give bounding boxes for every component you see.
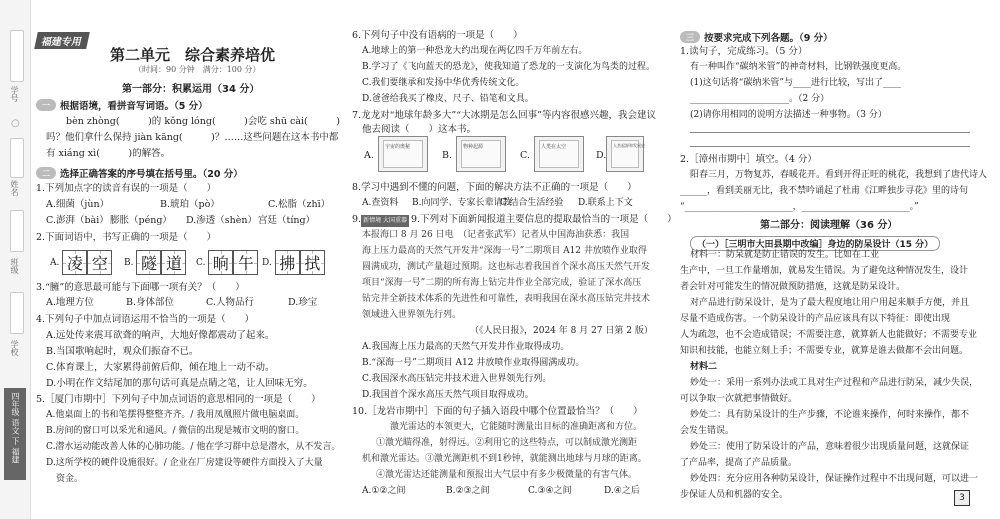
book-label-bar <box>4 388 26 480</box>
book-title-a: 宇宙的奥秘 <box>385 144 411 150</box>
q9-tag: 新情境 大国重器 <box>361 215 409 227</box>
section-3-title: 按要求完成下列各题。（9 分） <box>704 33 833 44</box>
q10-para2: 机和激光雷达。③激光测距机不到1秒钟，就能测出地球与月球的距离。 <box>362 454 647 464</box>
section-1-number: 一 <box>36 99 56 111</box>
q2-option-d: D. 拂 拭 <box>262 250 325 275</box>
student-number-box[interactable] <box>10 30 24 82</box>
book-cover-d <box>606 136 644 172</box>
q1-option-d2: 宫廷（tíng） <box>258 215 316 226</box>
q1-option-c2: C.澎湃（bài） <box>46 215 109 226</box>
label-name: 姓名 <box>10 180 19 196</box>
q10: 10.［龙岩市期中］下面的句子插入语段中哪个位置最恰当？（ ） <box>352 406 643 417</box>
q5-option-d-cont: 资金。 <box>56 474 84 484</box>
q10-option-a: A.①②之间 <box>362 486 406 496</box>
book-title-d: 人类起源和发展史 <box>613 143 645 148</box>
q5-option-b: B.房间的窗口可以采光和通风。/ 微信的出现是城市文明的窗口。 <box>46 426 305 436</box>
char-cell: 道 <box>161 250 186 275</box>
material2-line2: 可以争取一次就把事情做好。 <box>680 394 798 404</box>
q7: 7.龙龙对“地球年龄多大”“大冰期是怎么回事”等内容很感兴趣，我会建议 <box>352 110 656 121</box>
book-title-c: 人类在太空 <box>541 144 567 150</box>
q8-option-c: C.结合生活经验 <box>500 198 564 208</box>
material1-line6: 人为疏忽，也不会造成错误；不需要注意，就算新人也能做好；不需要专业 <box>680 330 978 340</box>
material2-line8: 步保证人员和机器的安全。 <box>680 490 789 500</box>
material1-line1: 材料一：防呆就是防止错误的发生。比如在工业 <box>690 250 880 260</box>
binding-margin <box>0 0 31 519</box>
q4-option-c: C.体育课上，大家累得前俯后仰，倾在地上一动不动。 <box>46 362 275 373</box>
char-cell: 拂 <box>275 250 300 275</box>
news-line3: 圆满成功，测试产量超过预期。这也标志着我国首个深水高压天然气开发 <box>362 262 651 272</box>
label-class: 班级 <box>10 258 19 274</box>
q1: 1.下列加点字的读音有误的一项是（ ） <box>36 183 217 194</box>
q3-option-a: A.地理方位 <box>46 297 94 308</box>
book-cover-c <box>534 136 584 172</box>
time-score: （时间：90 分钟 满分：100 分） <box>134 65 261 74</box>
q1-option-b: B.琥珀（pò） <box>160 199 220 210</box>
q4-option-d: D.小明在作文结尾加的那句话可真是点睛之笔，让人回味无穷。 <box>46 378 313 389</box>
class-box[interactable] <box>10 210 24 252</box>
q5-option-a: A.他桌面上的书和笔摆得整整齐齐。/ 我用凤凰照片做电脑桌面。 <box>46 410 305 420</box>
q10-option-d: D.④之后 <box>604 486 640 496</box>
q9-option-a: A.我国海上压力最高的天然气开发井作业取得成功。 <box>362 342 570 352</box>
q6-option-b: B.学习了《飞向蓝天的恐龙》，使我知道了恐龙的一支演化为鸟类的过程。 <box>362 62 655 72</box>
name-box[interactable] <box>10 138 24 178</box>
q10-insert: 激光雷达的本领更大，它能随时测量出目标的准确距离和方位。 <box>390 422 643 432</box>
q9-option-c: C.我国深水高压钻完井技术进入世界领先行列。 <box>362 374 552 384</box>
q6: 6.下列句子中没有语病的一项是（ ） <box>352 30 523 41</box>
s1-line1: bèn zhòng( )的 kǒng lóng( )会吃 shū cài( ) <box>66 116 340 127</box>
q9 <box>352 214 677 227</box>
q10-option-c: C.③④之间 <box>528 486 572 496</box>
char-cell: 晌 <box>208 250 233 275</box>
book-title-b: 物种起源 <box>463 144 484 150</box>
answer-line <box>690 132 970 133</box>
news-line4: 项目“深海一号”二期的所有海上钻完井作业全部完成，验证了深水高压 <box>362 278 642 288</box>
q2-option-a: A. 凌 空 <box>50 250 112 275</box>
r-q1-part1-cont: ______________________。（2 分） <box>690 94 830 104</box>
material2-line6: 了产品率，提高了产品质量。 <box>680 458 798 468</box>
material1-line3: 者会针对可能发生的情况做预防措施，这就是防呆设计。 <box>680 282 906 292</box>
char-cell: 拭 <box>300 250 325 275</box>
section-2-heading <box>36 166 243 180</box>
q4-option-b: B.当国歌响起时，观众们振奋不已。 <box>46 346 199 357</box>
q7-cont: 他去阅读（ ）这本书。 <box>362 124 477 135</box>
q1-option-d: D.渗透（shèn） <box>186 215 258 226</box>
q4-option-a: A.远处传来震耳欲聋的响声，大地好像都震动了起来。 <box>46 330 275 341</box>
q3-option-c: C.人物品行 <box>206 297 254 308</box>
book-b-label: B. <box>442 150 453 161</box>
book-cover-b <box>456 136 506 172</box>
q9-text: 9.下列对下面新闻报道主要信息的提取最恰当的一项是（ ） <box>411 214 677 225</box>
q9-option-d: D.我国首个深水高压天然气项目取得成功。 <box>362 390 534 400</box>
news-line1: 本报海口 8 月 26 日电 （记者张武军）记者从中国海油获悉：我国 <box>362 230 630 240</box>
label-school: 学校 <box>10 340 19 356</box>
part2-heading: 第二部分：阅读理解（36 分） <box>760 220 898 231</box>
school-box[interactable] <box>10 292 24 334</box>
q4: 4.下列句子中加点词语运用不恰当的一项是（ ） <box>36 314 255 325</box>
r-q2-line3: “________________________，________________________。” <box>680 202 919 212</box>
q3-option-d: D.珍宝 <box>288 297 318 308</box>
q5: 5.［厦门市期中］下列句子中加点词语的意思相同的一项是（ ） <box>36 394 321 405</box>
book-cover-a <box>378 136 428 172</box>
s1-line2: 吗？他们拿什么保持 jiàn kāng( )？……这些问题在这本书中都 <box>46 132 339 143</box>
page-number: 3 <box>954 490 970 506</box>
q8: 8.学习中遇到不懂的问题，下面的解决方法不正确的一项是（ ） <box>352 182 637 193</box>
q2-option-c: C. 晌 午 <box>196 250 258 275</box>
s1-line3: 有 xiáng xì( )的解答。 <box>46 148 171 159</box>
cut-line-dot: ○ <box>11 118 20 129</box>
material2-line4: 会发生错误。 <box>680 426 735 436</box>
section-1-heading <box>36 98 208 112</box>
q9-option-b: B.“深海一号”二期项目 A12 井放喷作业取得圆满成功。 <box>362 358 585 368</box>
q9-num: 9. <box>352 214 362 225</box>
char-cell: 午 <box>233 250 258 275</box>
book-c-label: C. <box>520 150 530 161</box>
news-source: （《人民日报》，2024 年 8 月 27 日第 2 版） <box>470 326 653 336</box>
q1-option-a: A.细菌（jùn） <box>46 199 110 210</box>
news-line6: 领域进入世界领先行列。 <box>362 310 462 320</box>
book-d-label: D. <box>596 150 607 161</box>
q3: 3.“臃”的意思最可能与下面哪一项有关？（ ） <box>36 282 245 293</box>
news-line5: 钻完井全新技术体系的先进性和可靠性，表明我国在深水高压钻完井技术 <box>362 294 651 304</box>
answer-line <box>690 146 970 147</box>
q10-option-b: B.②③之间 <box>446 486 490 496</box>
edition-tag: 福建专用 <box>34 32 90 49</box>
q8-option-a: A.查资料 <box>362 198 399 208</box>
q2-option-b: B. 隧 道 <box>124 250 186 275</box>
section-1-title: 根据语境，看拼音写词语。（5 分） <box>60 101 208 112</box>
q6-option-d: D.爸爸给我买了橡皮、尺子、铅笔和文具。 <box>362 94 534 104</box>
label-student-number: 学号 <box>10 86 19 102</box>
news-line2: 海上压力最高的天然气开发井“深海一号”二期项目 A12 井放喷作业取得 <box>362 246 647 256</box>
q1-option-c: C.松脂（zhī） <box>268 199 331 210</box>
part1-heading: 第一部分：积累运用（34 分） <box>122 84 260 95</box>
material2-line5: 妙处三：使用了防呆设计的产品，意味着很少出现质量问题，这就保证 <box>690 442 970 452</box>
book-label: 四年级 语文 下 福建 <box>11 392 20 464</box>
r-q2-line2: ______，看到美丽无比，我不禁吟诵起了杜甫《江畔独步寻花》里的诗句 <box>680 186 969 196</box>
q6-option-c: C.我们要继承和发扬中华优秀传统文化。 <box>362 78 525 88</box>
q8-option-b: B.向同学、专家长辈请教 <box>412 198 512 208</box>
r-q1-part2: (2)请你用相同的说明方法描述一种事物。（3 分） <box>690 110 887 120</box>
q2: 2.下面词语中，书写正确的一项是（ ） <box>36 232 217 243</box>
r-q1-sentence: 有一种叫作“碳纳米管”的神奇材料，比钢铁强度更高。 <box>690 62 907 72</box>
material2-heading: 材料二 <box>690 362 718 372</box>
section-2-number: 二 <box>36 167 56 179</box>
material2-line3: 妙处二：具有防呆设计的生产步骤，不论谁来操作，何时来操作，都不 <box>690 410 970 420</box>
material1-line7: 知识和技能，也能立刻上手；不需要专业，就算是谁去做都不会出问题。 <box>680 346 969 356</box>
section-2-title: 选择正确答案的序号填在括号里。（20 分） <box>60 169 243 180</box>
section-3-number: 三 <box>680 31 700 43</box>
q8-option-d: D.联系上下文 <box>578 198 633 208</box>
q10-para3: ④激光雷达还能测量和预报出大气层中有多少极微量的有害气体。 <box>376 470 638 480</box>
material1-line5: 尽量不造成伤害。一个防呆设计的产品应该具有以下特征：即使出现 <box>680 314 951 324</box>
material1-line2: 生产中，一旦工作量增加，就易发生错误。为了避免这种情况发生，设计 <box>680 266 969 276</box>
q3-option-b: B.身体部位 <box>126 297 175 308</box>
material1-line4: 对产品进行防呆设计，是为了最大程度地让用户用起来顺手方便，并且 <box>690 298 970 308</box>
book-a-label: A. <box>364 150 374 161</box>
q10-para1: ①激光瞄得准，射得远。②利用它的这些特点，可以制成激光测距 <box>376 438 638 448</box>
char-cell: 隧 <box>136 250 161 275</box>
q5-option-c: C.潜水运动能改善人体的心肺功能。/ 他在学习群中总是潜水，从不发言。 <box>46 442 341 452</box>
section-3-heading <box>680 30 833 44</box>
reading-tag: （一）［三明市大田县期中改编］身边的防呆设计（15 分） <box>690 232 940 251</box>
q5-option-d: D.这所学校的硬件设施很好。/ 企业在厂房建设等硬件方面投入了大量 <box>46 458 323 468</box>
r-q2: 2.［漳州市期中］填空。（4 分） <box>680 154 817 165</box>
material2-line1: 妙处一：采用一系列办法或工具对生产过程和产品进行防呆，减少失误， <box>690 378 979 388</box>
r-q1: 1.读句子，完成练习。（5 分） <box>680 46 808 57</box>
r-q2-line1: 阳春三月，万物复苏，春暖花开。看到开得正旺的桃花，我想到了唐代诗人 <box>690 170 988 180</box>
material2-line7: 妙处四：充分应用各种防呆设计，保证操作过程中不出现问题，可以进一 <box>690 474 979 484</box>
page-title: 第二单元 综合素养培优 <box>110 46 276 64</box>
q1-option-c3: 膨胀（péng） <box>110 215 172 226</box>
char-cell: 凌 <box>62 250 87 275</box>
char-cell: 空 <box>87 250 112 275</box>
q6-option-a: A.地球上的第一种恐龙大约出现在两亿四千万年前左右。 <box>362 46 588 56</box>
r-q1-part1: (1)这句话将“碳纳米管”与____进行比较，写出了____ <box>690 78 901 88</box>
